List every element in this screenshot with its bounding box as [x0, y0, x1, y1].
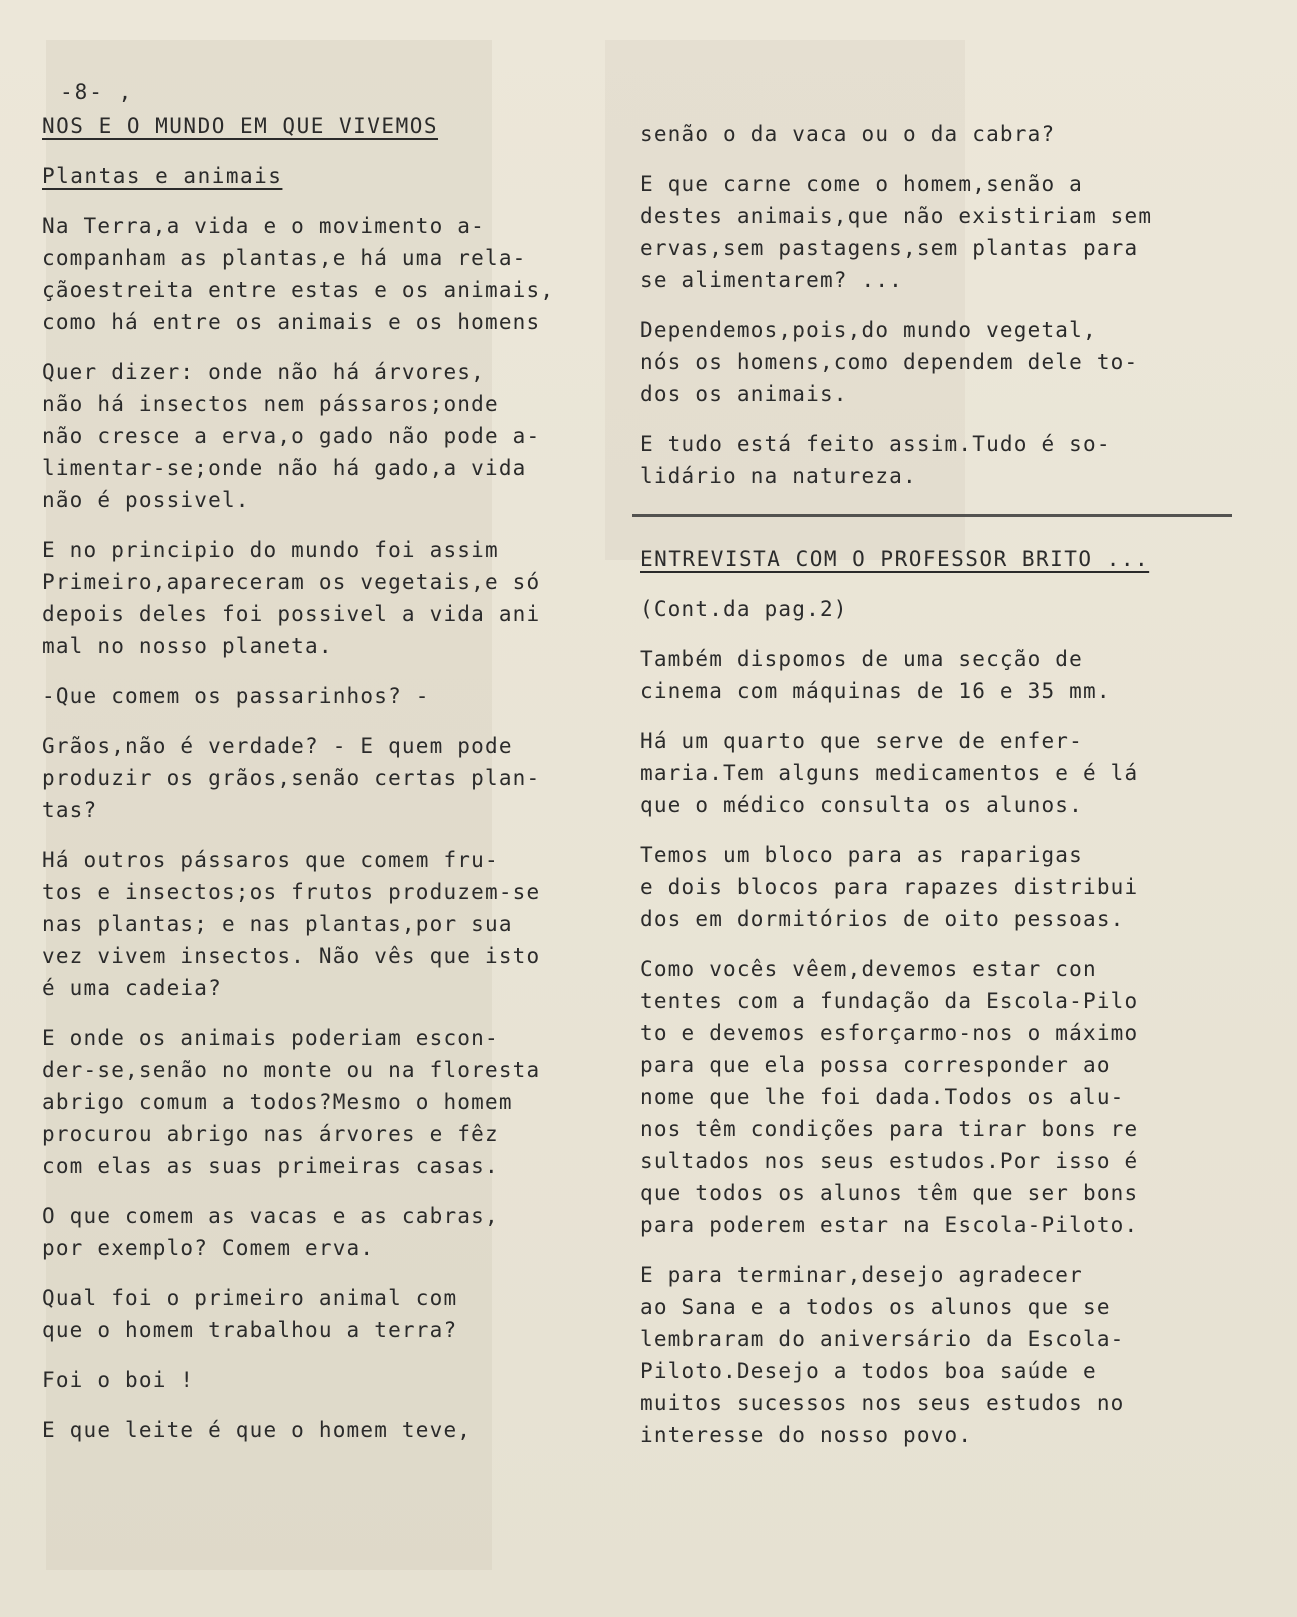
- paragraph: Como vocês vêem,devemos estar con tentes com a fundação da Escola-Pilo to e devemos esforçarmo-nos o máximo para que ela possa corresponder ao nome que lhe foi dada.Todos os alu- nos têm condições para tirar bons re sultados nos seus estudos.Por isso é que todos os alunos têm que ser bons para poderem estar na Escola-Piloto.: [640, 957, 1139, 1237]
- section-subtitle: Plantas e animais: [42, 164, 283, 188]
- paragraph: Dependemos,pois,do mundo vegetal, nós os homens,como dependem dele to- dos os animais.: [640, 318, 1139, 406]
- paragraph: E tudo está feito assim.Tudo é so- lidário na natureza.: [640, 432, 1111, 488]
- left-column: [42, 110, 622, 1464]
- paragraph: -Que comem os passarinhos? -: [42, 684, 430, 708]
- page-number: -8- ,: [60, 80, 134, 104]
- paragraph: senão o da vaca ou o da cabra?: [640, 122, 1056, 146]
- paragraph: E que leite é que o homem teve,: [42, 1418, 472, 1442]
- paragraph: Quer dizer: onde não há árvores, não há insectos nem pássaros;onde não cresce a erva,o gado não pode a- limentar-se;onde não há gado,a vida não é possivel.: [42, 360, 541, 512]
- paragraph: O que comem as vacas e as cabras, por exemplo? Comem erva.: [42, 1204, 499, 1260]
- paragraph: E onde os animais poderiam escon- der-se,senão no monte ou na floresta abrigo comum a todos?Mesmo o homem procurou abrigo nas árvores e fêz com elas as suas primeiras casas.: [42, 1026, 541, 1178]
- paragraph: Qual foi o primeiro animal com que o homem trabalhou a terra?: [42, 1286, 458, 1342]
- paragraph: Também dispomos de uma secção de cinema com máquinas de 16 e 35 mm.: [640, 647, 1111, 703]
- paragraph: Há um quarto que serve de enfer- maria.Tem alguns medicamentos e é lá que o médico consulta os alunos.: [640, 729, 1139, 817]
- right-column: [640, 118, 1250, 1469]
- paragraph: E no principio do mundo foi assim Primeiro,apareceram os vegetais,e só depois deles foi possivel a vida ani mal no nosso planeta.: [42, 538, 541, 658]
- continuation-reference: (Cont.da pag.2): [640, 597, 848, 621]
- paragraph: Temos um bloco para as raparigas e dois blocos para rapazes distribui dos em dormitórios de oito pessoas.: [640, 843, 1139, 931]
- paragraph: Há outros pássaros que comem fru- tos e insectos;os frutos produzem-se nas plantas; e nas plantas,por sua vez vivem insectos. Não vês que isto é uma cadeia?: [42, 848, 541, 1000]
- section-title: NOS E O MUNDO EM QUE VIVEMOS: [42, 114, 439, 138]
- paragraph: Grãos,não é verdade? - E quem pode produzir os grãos,senão certas plan- tas?: [42, 734, 541, 822]
- paragraph: Foi o boi !: [42, 1368, 195, 1392]
- interview-title: ENTREVISTA COM O PROFESSOR BRITO ...: [640, 547, 1150, 571]
- section-divider: [632, 514, 1232, 517]
- paragraph: E que carne come o homem,senão a destes animais,que não existiriam sem ervas,sem pastagens,sem plantas para se alimentarem? ...: [640, 172, 1153, 292]
- paragraph: E para terminar,desejo agradecer ao Sana e a todos os alunos que se lembraram do aniversário da Escola- Piloto.Desejo a todos boa saúde e muitos sucessos nos seus estudos no interesse do nosso povo.: [640, 1263, 1125, 1447]
- paragraph: Na Terra,a vida e o movimento a- companham as plantas,e há uma rela- çãoestreita entre estas e os animais, como há entre os animais e os homens: [42, 214, 555, 334]
